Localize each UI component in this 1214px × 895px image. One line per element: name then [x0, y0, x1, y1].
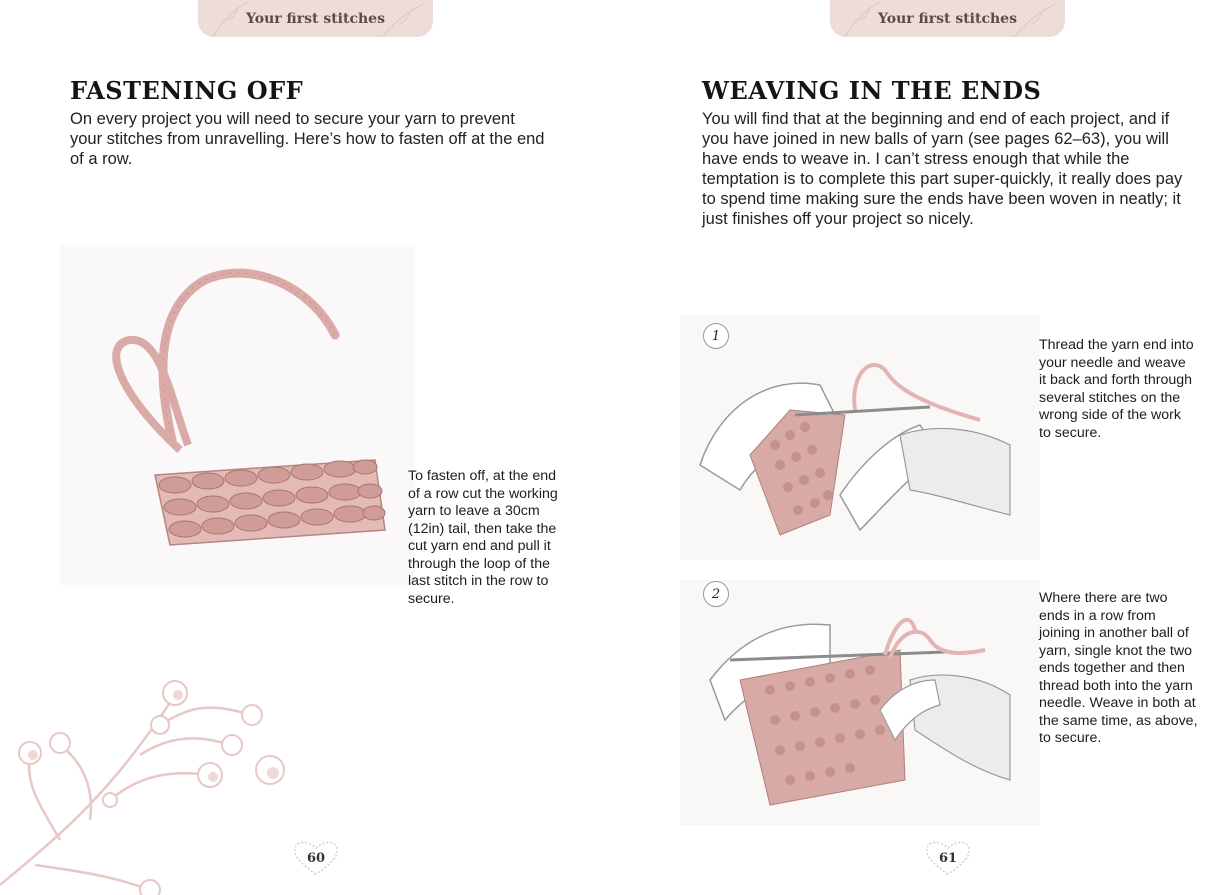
page-number-label: 60 — [306, 850, 326, 866]
page-title: WEAVING IN THE ENDS — [702, 76, 1042, 105]
header-tab-label: Your first stitches — [878, 10, 1017, 27]
step-2-caption: Where there are two ends in a row from joining in another ball of yarn, single knot the two ends together and then thread both into the yarn needle. Weave in both at the same time, as above, to secure. — [1039, 590, 1198, 746]
illustration-caption: To fasten off, at the end of a row cut the working yarn to leave a 30cm (12in) tail, then take the cut yarn end and pull it through the loop of the last stitch in the row to secure. — [408, 468, 558, 607]
page-number-label: 61 — [938, 850, 958, 866]
chapter-header-tab — [830, 0, 1065, 37]
step-1-illustration — [680, 315, 1040, 560]
chapter-header-tab — [198, 0, 433, 37]
header-tab-label: Your first stitches — [246, 10, 385, 27]
page-number — [291, 838, 341, 878]
step-2-illustration — [680, 580, 1040, 825]
page-number — [923, 838, 973, 878]
decorative-branch-icon — [0, 675, 290, 895]
page-title: FASTENING OFF — [70, 76, 304, 105]
step-number-badge: 2 — [703, 581, 729, 607]
intro-paragraph: On every project you will need to secure your yarn to prevent your stitches from unravelling. Here’s how to fasten off at the end of a row. — [70, 110, 545, 168]
step-1-caption: Thread the yarn end into your needle and weave it back and forth through several stitches on the wrong side of the work to secure. — [1039, 337, 1194, 441]
fastening-off-illustration — [60, 245, 415, 585]
step-number-badge: 1 — [703, 323, 729, 349]
right-page — [607, 0, 1214, 895]
intro-paragraph: You will find that at the beginning and end of each project, and if you have joined in new balls of yarn (see pages 62–63), you will have ends to weave in. I can’t stress enough that while the temptation is to complete this part super-quickly, it really does pay to spend time making sure the ends have been woven in neatly; it just finishes off your project so nicely. — [702, 110, 1183, 228]
